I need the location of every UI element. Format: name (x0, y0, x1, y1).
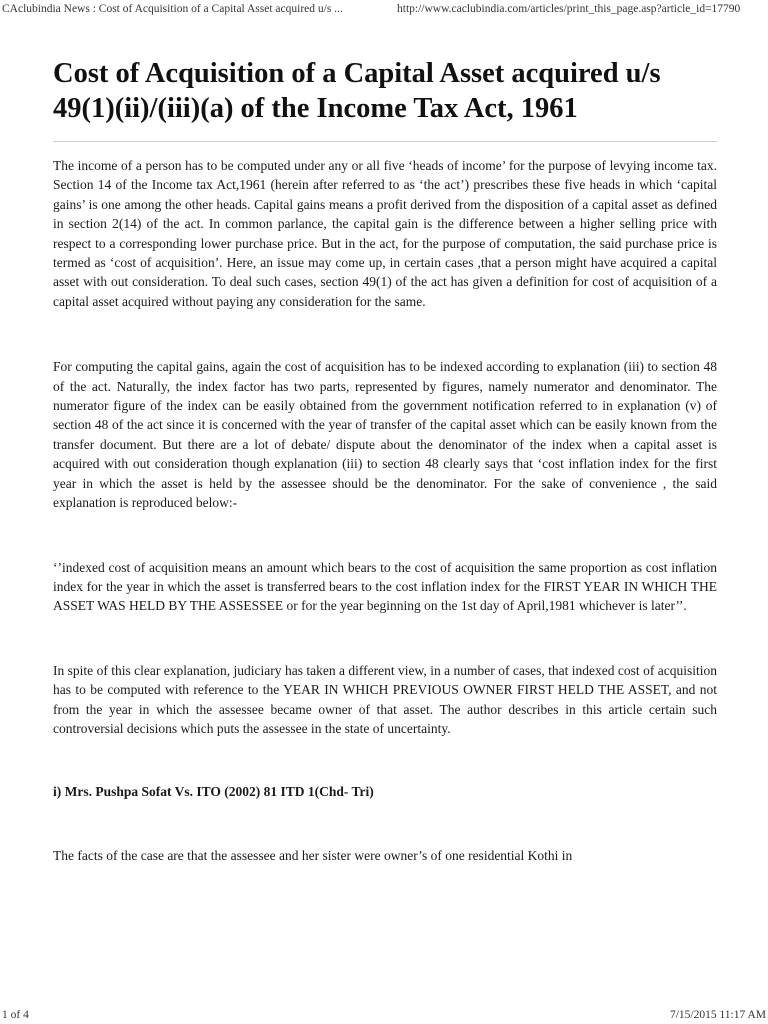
article (53, 56, 717, 865)
print-footer (0, 1007, 768, 1024)
article-title: Cost of Acquisition of a Capital Asset acquired u/s 49(1)(ii)/(iii)(a) of the Income Tax Act, 1961 (53, 56, 717, 142)
article-quote-paragraph: ‘’indexed cost of acquisition means an amount which bears to the cost of acquisition the same proportion as cost inflation index for the year in which the asset is transferred bears to the cost inflation index for the FIRST YEAR IN WHICH THE ASSET WAS HELD BY THE ASSESSEE or for the year beginning on the 1st day of April,1981 whichever is later’’. (53, 559, 717, 614)
print-timestamp: 7/15/2015 11:17 AM (669, 1009, 766, 1021)
print-page-title: CAclubindia News : Cost of Acquisition of a Capital Asset acquired u/s ... (2, 3, 343, 15)
article-paragraph-4: In spite of this clear explanation, judiciary has taken a different view, in a number of cases, that indexed cost of acquisition has to be computed with reference to the YEAR IN WHICH PREVIOUS OWNER FIRST HELD THE ASSET, and not from the year in which the assessee became owner of that asset. The author describes in this article certain such controversial decisions which puts the assessee in the state of uncertainty. (53, 662, 717, 736)
article-paragraph-2: For computing the capital gains, again the cost of acquisition has to be indexed according to explanation (iii) to section 48 of the act. Naturally, the index factor has two parts, represented by figures, namely numerator and denominator. The numerator figure of the index can be easily obtained from the government notification referred to in explanation (v) of section 48 of the act since it is concerned with the year of transfer of the capital asset which can be easily known from the transfer document. But there are a lot of debate/ dispute about the denominator of the index when a capital asset is acquired with out consideration though explanation (iii) to section 48 clearly says that ‘cost inflation index for the first year in which the asset is held by the assessee should be the denominator. For the sake of convenience , the said explanation is reproduced below:- (53, 359, 717, 511)
case-heading: i) Mrs. Pushpa Sofat Vs. ITO (2002) 81 ITD 1(Chd- Tri) (53, 784, 374, 800)
print-page-url: http://www.caclubindia.com/articles/print_this_page.asp?article_id=17790 (397, 3, 741, 15)
article-paragraph-1: The income of a person has to be computed under any or all five ‘heads of income’ for the purpose of levying income tax. Section 14 of the Income tax Act,1961 (herein after referred to as ‘the act’) prescribes these five heads in which ‘capital gains’ is one among the other heads. Capital gains means a profit derived from the disposition of a capital asset as defined in section 2(14) of the act. In common parlance, the capital gain is the difference between a higher selling price with respect to a corresponding lower purchase price. But in the act, for the purpose of computation, the said purchase price is termed as ‘cost of acquisition’. Here, an issue may come up, in certain cases ,that a person might have acquired a capital asset with out consideration. To deal such cases, section 49(1) of the act has given a definition for cost of acquisition of a capital asset acquired without paying any consideration for the same. (53, 158, 717, 309)
case-paragraph: The facts of the case are that the assessee and her sister were owner’s of one residential Kothi in (53, 847, 573, 863)
page-indicator: 1 of 4 (2, 1009, 29, 1021)
print-header (0, 0, 768, 18)
